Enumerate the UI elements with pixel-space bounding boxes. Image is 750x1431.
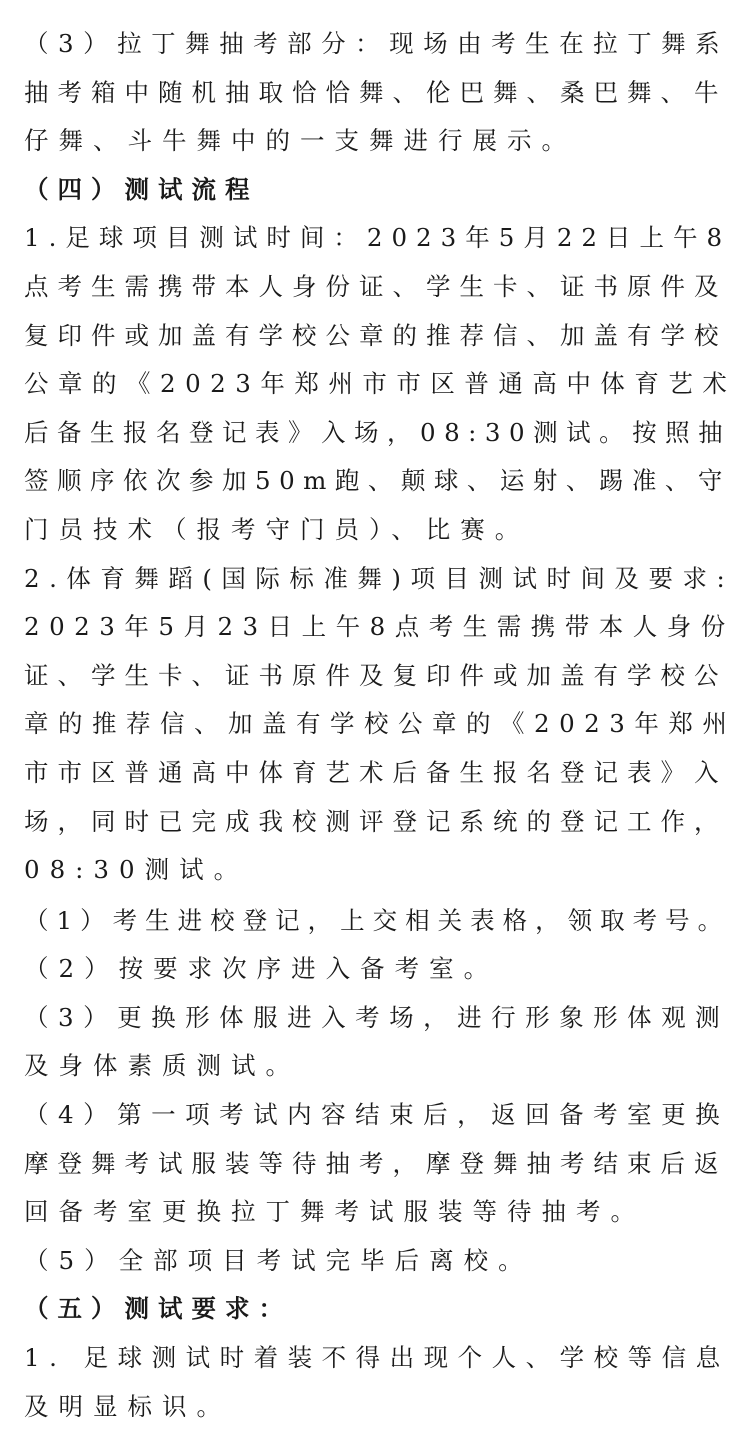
text-line-latin-options-end: 仔舞、斗牛舞中的一支舞进行展示。 — [24, 126, 576, 156]
text-line-dance-docs-3: 市市区普通高中体育艺术后备生报名登记表》入 — [24, 757, 728, 787]
text-line-dance-docs-1: 证、学生卡、证书原件及复印件或加盖有学校公 — [24, 660, 728, 690]
text-line-football-events: 签顺序依次参加50m跑、颠球、运射、踢准、守 — [24, 466, 731, 496]
text-line-football-entry: 后备生报名登记表》入场，08:30测试。按照抽 — [24, 417, 732, 447]
list-item-step-4: （4）第一项考试内容结束后，返回备考室更换 — [24, 1100, 730, 1130]
text-line-dance-time: 2023年5月23日上午8点考生需携带本人身份 — [24, 612, 735, 642]
text-line-football-docs-2: 复印件或加盖有学校公章的推荐信、加盖有学校 — [24, 320, 728, 350]
list-item-step-3-cont: 及身体素质测试。 — [24, 1051, 300, 1081]
list-item-step-5: （5）全部项目考试完毕后离校。 — [24, 1245, 533, 1275]
text-line-dance-docs-2: 章的推荐信、加盖有学校公章的《2023年郑州 — [24, 709, 736, 739]
text-line-dance-registration: 场，同时已完成我校测评登记系统的登记工作， — [24, 806, 728, 836]
list-item-step-4-cont-2: 回备考室更换拉丁舞考试服装等待抽考。 — [24, 1197, 645, 1227]
text-line-football-time: 1.足球项目测试时间：2023年5月22日上午8 — [24, 223, 732, 253]
text-line-requirement-1-cont: 及明显标识。 — [24, 1391, 231, 1421]
list-item-step-4-cont-1: 摩登舞考试服装等待抽考，摩登舞抽考结束后返 — [24, 1148, 728, 1178]
text-line-dance-title: 2.体育舞蹈(国际标准舞)项目测试时间及要求: — [24, 563, 735, 593]
list-item-step-2: （2）按要求次序进入备考室。 — [24, 954, 499, 984]
text-line-latin-draw: （3）拉丁舞抽考部分：现场由考生在拉丁舞系 — [24, 29, 730, 58]
text-line-requirement-1: 1. 足球测试时着装不得出现个人、学校等信息 — [24, 1343, 730, 1373]
text-line-football-docs-1: 点考生需携带本人身份证、学生卡、证书原件及 — [24, 271, 728, 301]
list-item-step-3: （3）更换形体服进入考场，进行形象形体观测 — [24, 1002, 730, 1032]
text-line-football-docs-3: 公章的《2023年郑州市市区普通高中体育艺术 — [24, 369, 736, 399]
section-heading-test-requirements: （五）测试要求： — [24, 1294, 292, 1324]
text-line-latin-options: 抽考箱中随机抽取恰恰舞、伦巴舞、桑巴舞、牛 — [24, 77, 728, 107]
list-item-step-1: （1）考生进校登记，上交相关表格，领取考号。 — [24, 905, 731, 935]
section-heading-test-process: （四）测试流程 — [24, 174, 259, 204]
text-line-football-events-end: 门员技术（报考守门员）、比赛。 — [24, 514, 530, 544]
text-line-dance-test-time: 08:30测试。 — [24, 855, 249, 885]
